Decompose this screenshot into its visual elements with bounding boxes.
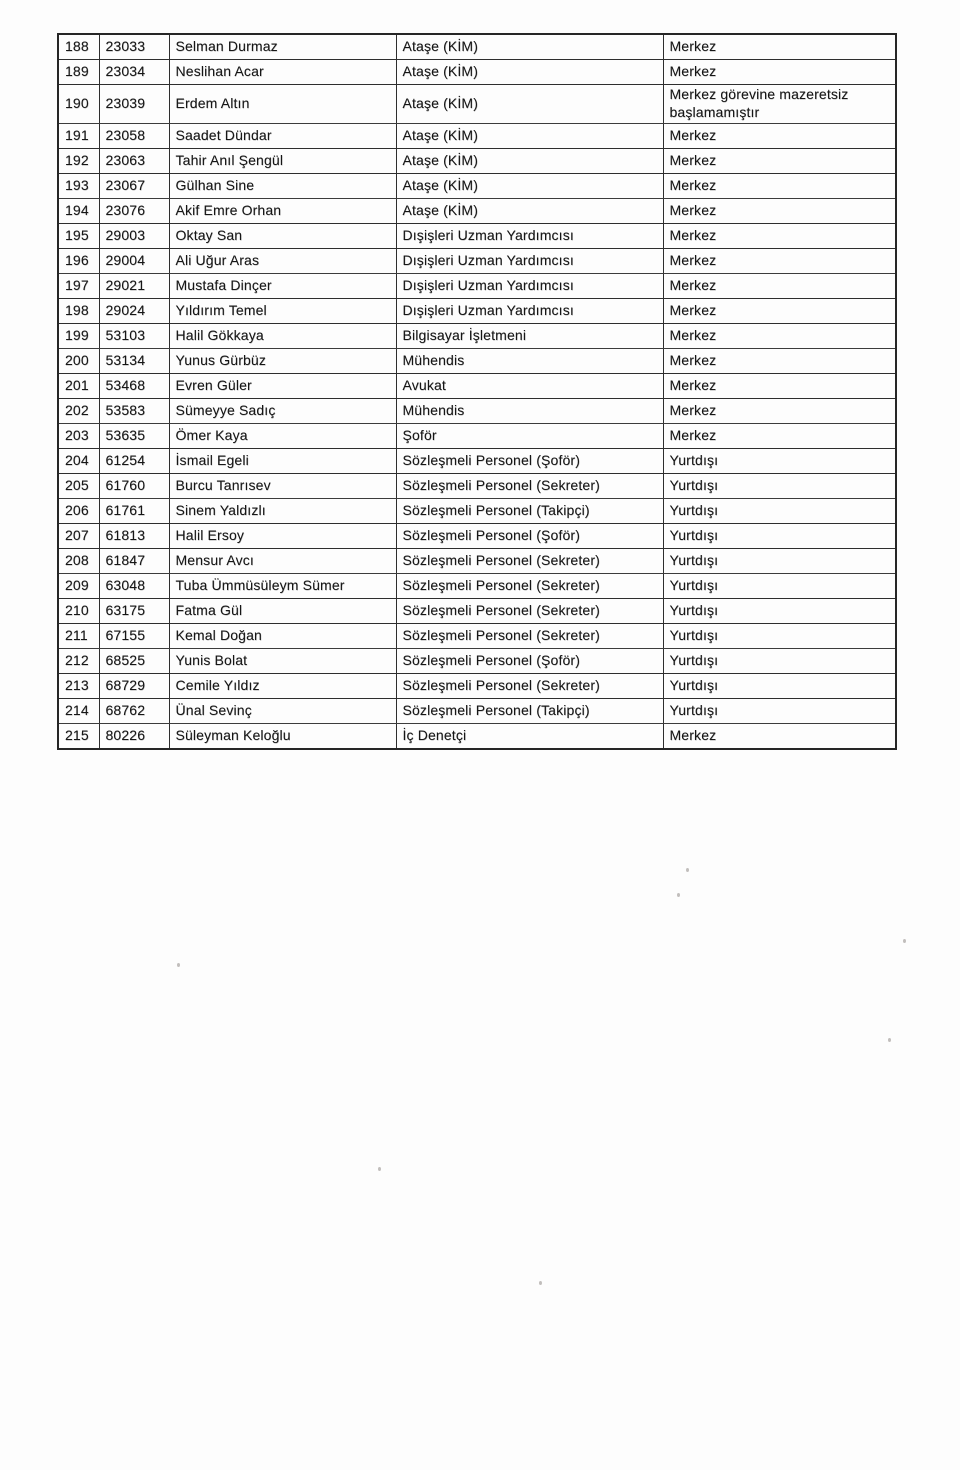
cell-registry-number: 67155 (99, 623, 169, 648)
cell-duty-location: Merkez (663, 223, 896, 248)
cell-row-number: 215 (58, 723, 99, 749)
cell-registry-number: 61254 (99, 448, 169, 473)
table-row (58, 85, 896, 124)
cell-person-name: Akif Emre Orhan (169, 198, 396, 223)
table-row (58, 648, 896, 673)
cell-registry-number: 61761 (99, 498, 169, 523)
cell-position-title: Dışişleri Uzman Yardımcısı (396, 248, 663, 273)
table-row (58, 598, 896, 623)
cell-duty-location: Merkez (663, 34, 896, 60)
cell-person-name: Burcu Tanrısev (169, 473, 396, 498)
scan-speck (888, 1038, 891, 1042)
cell-duty-location: Yurtdışı (663, 473, 896, 498)
cell-position-title: Şoför (396, 423, 663, 448)
cell-registry-number: 61813 (99, 523, 169, 548)
cell-row-number: 205 (58, 473, 99, 498)
cell-person-name: Evren Güler (169, 373, 396, 398)
cell-duty-location: Yurtdışı (663, 498, 896, 523)
cell-duty-location: Yurtdışı (663, 623, 896, 648)
cell-person-name: Mensur Avcı (169, 548, 396, 573)
table-row (58, 448, 896, 473)
cell-person-name: Halil Ersoy (169, 523, 396, 548)
table-row (58, 698, 896, 723)
cell-row-number: 204 (58, 448, 99, 473)
cell-duty-location: Merkez (663, 298, 896, 323)
cell-duty-location: Merkez (663, 398, 896, 423)
cell-registry-number: 29021 (99, 273, 169, 298)
cell-position-title: Sözleşmeli Personel (Takipçi) (396, 698, 663, 723)
cell-person-name: Ömer Kaya (169, 423, 396, 448)
cell-registry-number: 61760 (99, 473, 169, 498)
cell-person-name: Yunus Gürbüz (169, 348, 396, 373)
cell-duty-location: Yurtdışı (663, 548, 896, 573)
cell-person-name: Gülhan Sine (169, 173, 396, 198)
cell-position-title: Mühendis (396, 348, 663, 373)
cell-registry-number: 23067 (99, 173, 169, 198)
cell-registry-number: 68729 (99, 673, 169, 698)
table-row (58, 423, 896, 448)
cell-row-number: 206 (58, 498, 99, 523)
cell-person-name: Saadet Dündar (169, 123, 396, 148)
cell-person-name: Ali Uğur Aras (169, 248, 396, 273)
cell-position-title: Ataşe (KİM) (396, 198, 663, 223)
cell-registry-number: 63175 (99, 598, 169, 623)
cell-person-name: Ünal Sevinç (169, 698, 396, 723)
cell-person-name: Neslihan Acar (169, 60, 396, 85)
cell-row-number: 190 (58, 85, 99, 124)
cell-person-name: Oktay San (169, 223, 396, 248)
cell-row-number: 193 (58, 173, 99, 198)
cell-row-number: 203 (58, 423, 99, 448)
cell-registry-number: 23039 (99, 85, 169, 124)
cell-position-title: Ataşe (KİM) (396, 60, 663, 85)
table-row (58, 123, 896, 148)
cell-person-name: Sümeyye Sadıç (169, 398, 396, 423)
table-row (58, 723, 896, 749)
cell-row-number: 213 (58, 673, 99, 698)
cell-duty-location: Yurtdışı (663, 673, 896, 698)
cell-registry-number: 29024 (99, 298, 169, 323)
cell-person-name: Mustafa Dinçer (169, 273, 396, 298)
cell-duty-location: Merkez (663, 248, 896, 273)
cell-position-title: Ataşe (KİM) (396, 123, 663, 148)
cell-position-title: Bilgisayar İşletmeni (396, 323, 663, 348)
cell-duty-location: Yurtdışı (663, 598, 896, 623)
cell-duty-location: Merkez (663, 123, 896, 148)
table-row (58, 673, 896, 698)
cell-duty-location: Merkez (663, 323, 896, 348)
cell-registry-number: 53583 (99, 398, 169, 423)
cell-row-number: 214 (58, 698, 99, 723)
cell-row-number: 189 (58, 60, 99, 85)
cell-row-number: 211 (58, 623, 99, 648)
cell-duty-location: Merkez (663, 373, 896, 398)
cell-person-name: Yunis Bolat (169, 648, 396, 673)
cell-duty-location: Yurtdışı (663, 698, 896, 723)
cell-registry-number: 53635 (99, 423, 169, 448)
cell-registry-number: 68762 (99, 698, 169, 723)
cell-row-number: 195 (58, 223, 99, 248)
cell-row-number: 201 (58, 373, 99, 398)
cell-position-title: Mühendis (396, 398, 663, 423)
cell-duty-location: Yurtdışı (663, 648, 896, 673)
cell-row-number: 191 (58, 123, 99, 148)
cell-person-name: Cemile Yıldız (169, 673, 396, 698)
cell-person-name: Sinem Yaldızlı (169, 498, 396, 523)
table-row (58, 523, 896, 548)
table-row (58, 248, 896, 273)
cell-position-title: Sözleşmeli Personel (Şoför) (396, 523, 663, 548)
scan-speck (378, 1167, 381, 1171)
cell-row-number: 202 (58, 398, 99, 423)
cell-row-number: 197 (58, 273, 99, 298)
cell-person-name: Yıldırım Temel (169, 298, 396, 323)
cell-registry-number: 63048 (99, 573, 169, 598)
cell-registry-number: 53134 (99, 348, 169, 373)
cell-position-title: Sözleşmeli Personel (Takipçi) (396, 498, 663, 523)
cell-person-name: Süleyman Keloğlu (169, 723, 396, 749)
cell-row-number: 199 (58, 323, 99, 348)
table-row (58, 34, 896, 60)
scan-speck (686, 868, 689, 872)
table-row (58, 198, 896, 223)
cell-position-title: Ataşe (KİM) (396, 34, 663, 60)
cell-position-title: İç Denetçi (396, 723, 663, 749)
cell-position-title: Sözleşmeli Personel (Sekreter) (396, 623, 663, 648)
table-row (58, 173, 896, 198)
cell-person-name: Fatma Gül (169, 598, 396, 623)
scan-speck (177, 963, 180, 967)
cell-position-title: Dışişleri Uzman Yardımcısı (396, 273, 663, 298)
cell-registry-number: 23033 (99, 34, 169, 60)
cell-position-title: Ataşe (KİM) (396, 85, 663, 124)
cell-registry-number: 61847 (99, 548, 169, 573)
cell-duty-location: Yurtdışı (663, 573, 896, 598)
cell-position-title: Ataşe (KİM) (396, 148, 663, 173)
cell-person-name: Tuba Ümmüsüleym Sümer (169, 573, 396, 598)
cell-registry-number: 29003 (99, 223, 169, 248)
table-row (58, 273, 896, 298)
table-row (58, 498, 896, 523)
cell-row-number: 200 (58, 348, 99, 373)
cell-person-name: Tahir Anıl Şengül (169, 148, 396, 173)
cell-position-title: Dışişleri Uzman Yardımcısı (396, 223, 663, 248)
cell-row-number: 212 (58, 648, 99, 673)
cell-duty-location: Merkez (663, 423, 896, 448)
cell-person-name: İsmail Egeli (169, 448, 396, 473)
cell-row-number: 208 (58, 548, 99, 573)
cell-duty-location: Merkez görevine mazeretsiz başlamamıştır (663, 85, 896, 124)
table-row (58, 323, 896, 348)
scan-speck (677, 893, 680, 897)
cell-row-number: 192 (58, 148, 99, 173)
table-row (58, 573, 896, 598)
scan-speck (903, 939, 906, 943)
cell-position-title: Sözleşmeli Personel (Sekreter) (396, 548, 663, 573)
cell-row-number: 209 (58, 573, 99, 598)
cell-position-title: Sözleşmeli Personel (Sekreter) (396, 673, 663, 698)
cell-person-name: Selman Durmaz (169, 34, 396, 60)
cell-row-number: 188 (58, 34, 99, 60)
cell-registry-number: 23063 (99, 148, 169, 173)
cell-position-title: Sözleşmeli Personel (Sekreter) (396, 573, 663, 598)
cell-duty-location: Merkez (663, 198, 896, 223)
cell-registry-number: 29004 (99, 248, 169, 273)
cell-registry-number: 23076 (99, 198, 169, 223)
cell-registry-number: 53103 (99, 323, 169, 348)
table-row (58, 60, 896, 85)
table-row (58, 398, 896, 423)
cell-position-title: Avukat (396, 373, 663, 398)
table-row (58, 473, 896, 498)
cell-position-title: Sözleşmeli Personel (Şoför) (396, 448, 663, 473)
table-row (58, 348, 896, 373)
cell-duty-location: Yurtdışı (663, 523, 896, 548)
cell-person-name: Halil Gökkaya (169, 323, 396, 348)
cell-duty-location: Merkez (663, 348, 896, 373)
cell-row-number: 196 (58, 248, 99, 273)
cell-position-title: Sözleşmeli Personel (Sekreter) (396, 473, 663, 498)
table-row (58, 623, 896, 648)
cell-duty-location: Merkez (663, 723, 896, 749)
cell-duty-location: Merkez (663, 273, 896, 298)
cell-duty-location: Merkez (663, 173, 896, 198)
personnel-table-body (58, 34, 896, 749)
cell-row-number: 198 (58, 298, 99, 323)
cell-position-title: Sözleşmeli Personel (Sekreter) (396, 598, 663, 623)
personnel-table (57, 33, 897, 750)
cell-duty-location: Yurtdışı (663, 448, 896, 473)
cell-person-name: Kemal Doğan (169, 623, 396, 648)
table-row (58, 298, 896, 323)
cell-duty-location: Merkez (663, 60, 896, 85)
cell-position-title: Ataşe (KİM) (396, 173, 663, 198)
cell-registry-number: 68525 (99, 648, 169, 673)
cell-row-number: 194 (58, 198, 99, 223)
table-row (58, 373, 896, 398)
cell-row-number: 210 (58, 598, 99, 623)
table-row (58, 223, 896, 248)
scan-speck (539, 1281, 542, 1285)
cell-position-title: Dışişleri Uzman Yardımcısı (396, 298, 663, 323)
cell-person-name: Erdem Altın (169, 85, 396, 124)
cell-registry-number: 80226 (99, 723, 169, 749)
cell-row-number: 207 (58, 523, 99, 548)
cell-duty-location: Merkez (663, 148, 896, 173)
table-row (58, 148, 896, 173)
cell-position-title: Sözleşmeli Personel (Şoför) (396, 648, 663, 673)
table-row (58, 548, 896, 573)
cell-registry-number: 53468 (99, 373, 169, 398)
cell-registry-number: 23034 (99, 60, 169, 85)
cell-registry-number: 23058 (99, 123, 169, 148)
